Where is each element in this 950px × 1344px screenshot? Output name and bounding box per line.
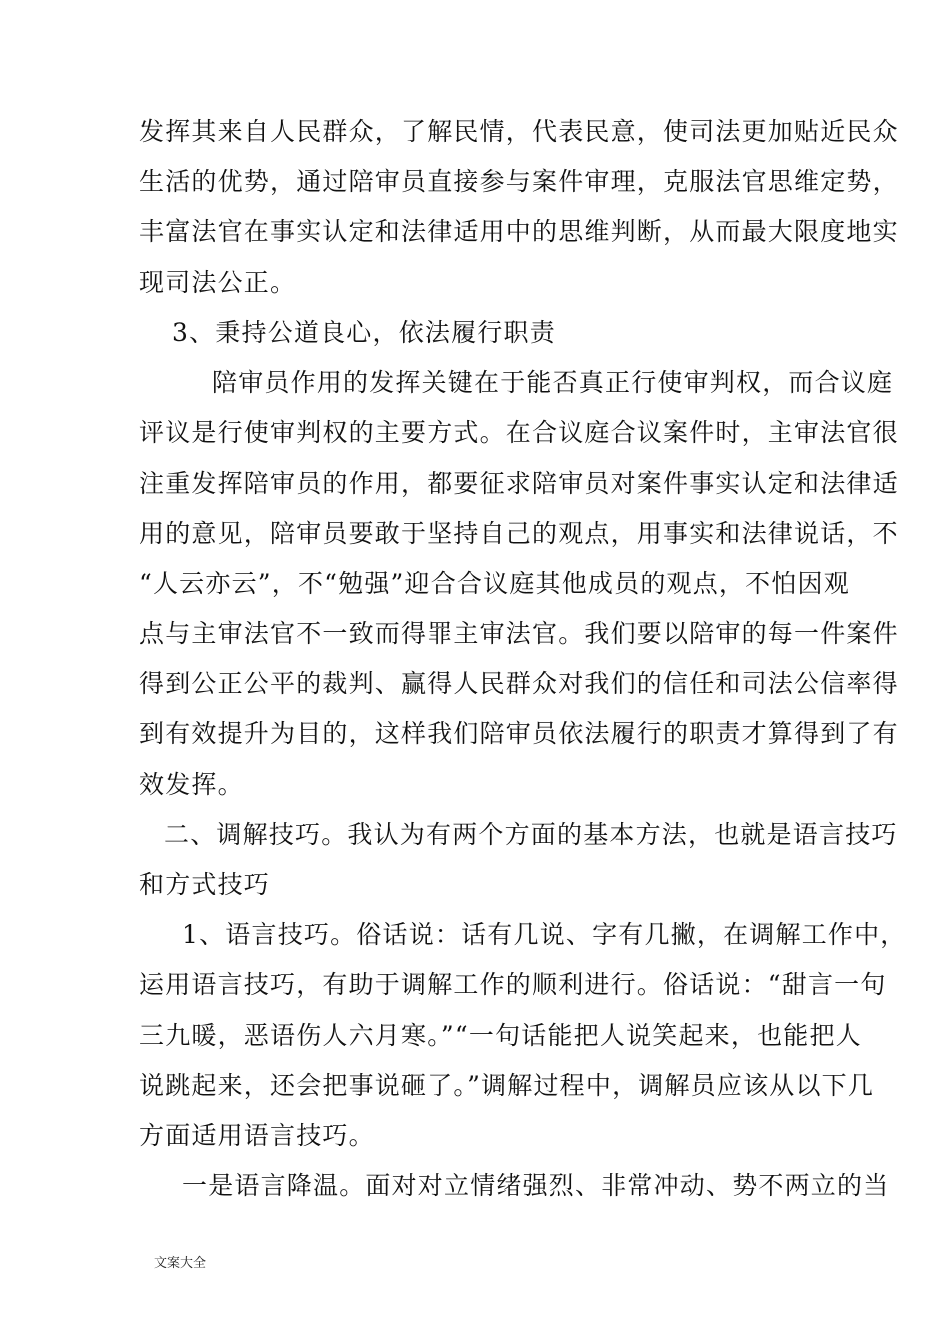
page-footer: 文案大全 xyxy=(154,1256,207,1271)
text-line: 丰富法官在事实认定和法律适用中的思维判断，从而最大限度地实 xyxy=(139,217,899,246)
text-line: 现司法公正。 xyxy=(139,268,297,297)
text-line: 发挥其来自人民群众，了解民情，代表民意，使司法更加贴近民众 xyxy=(139,117,899,146)
text-line: 三九暖，恶语伤人六月寒。”“一句话能把人说笑起来，也能把人 xyxy=(139,1021,862,1050)
text-line: 方面适用语言技巧。 xyxy=(139,1121,375,1150)
text-line: 得到公正公平的裁判、赢得人民群众对我们的信任和司法公信率得 xyxy=(139,669,899,698)
text-line: 到有效提升为目的，这样我们陪审员依法履行的职责才算得到了有 xyxy=(139,719,899,748)
text-line: 运用语言技巧，有助于调解工作的顺利进行。俗话说：“甜言一句 xyxy=(139,970,887,999)
text-line: 说跳起来，还会把事说砸了。”调解过程中，调解员应该从以下几 xyxy=(139,1071,875,1100)
text-line: 一是语言降温。面对对立情绪强烈、非常冲动、势不两立的当 xyxy=(182,1171,890,1200)
text-line: 陪审员作用的发挥关键在于能否真正行使审判权，而合议庭 xyxy=(212,368,894,397)
text-line: 点与主审法官不一致而得罪主审法官。我们要以陪审的每一件案件 xyxy=(139,619,899,648)
text-line: 用的意见，陪审员要敢于坚持自己的观点，用事实和法律说话，不 xyxy=(139,519,899,548)
text-line: 和方式技巧 xyxy=(139,870,271,899)
text-line: 评议是行使审判权的主要方式。在合议庭合议案件时，主审法官很 xyxy=(139,418,899,447)
text-line: 注重发挥陪审员的作用，都要征求陪审员对案件事实认定和法律适 xyxy=(139,469,899,498)
text-line: 1、语言技巧。俗话说：话有几说、字有几撇，在调解工作中， xyxy=(182,920,907,949)
section-heading: 二、调解技巧。我认为有两个方面的基本方法，也就是语言技巧 xyxy=(164,820,898,849)
section-heading: 3、秉持公道良心，依法履行职责 xyxy=(172,318,556,347)
text-line: “人云亦云”，不“勉强”迎合合议庭其他成员的观点，不怕因观 xyxy=(139,569,850,598)
text-line: 生活的优势，通过陪审员直接参与案件审理，克服法官思维定势， xyxy=(139,167,899,196)
text-line: 效发挥。 xyxy=(139,770,244,799)
